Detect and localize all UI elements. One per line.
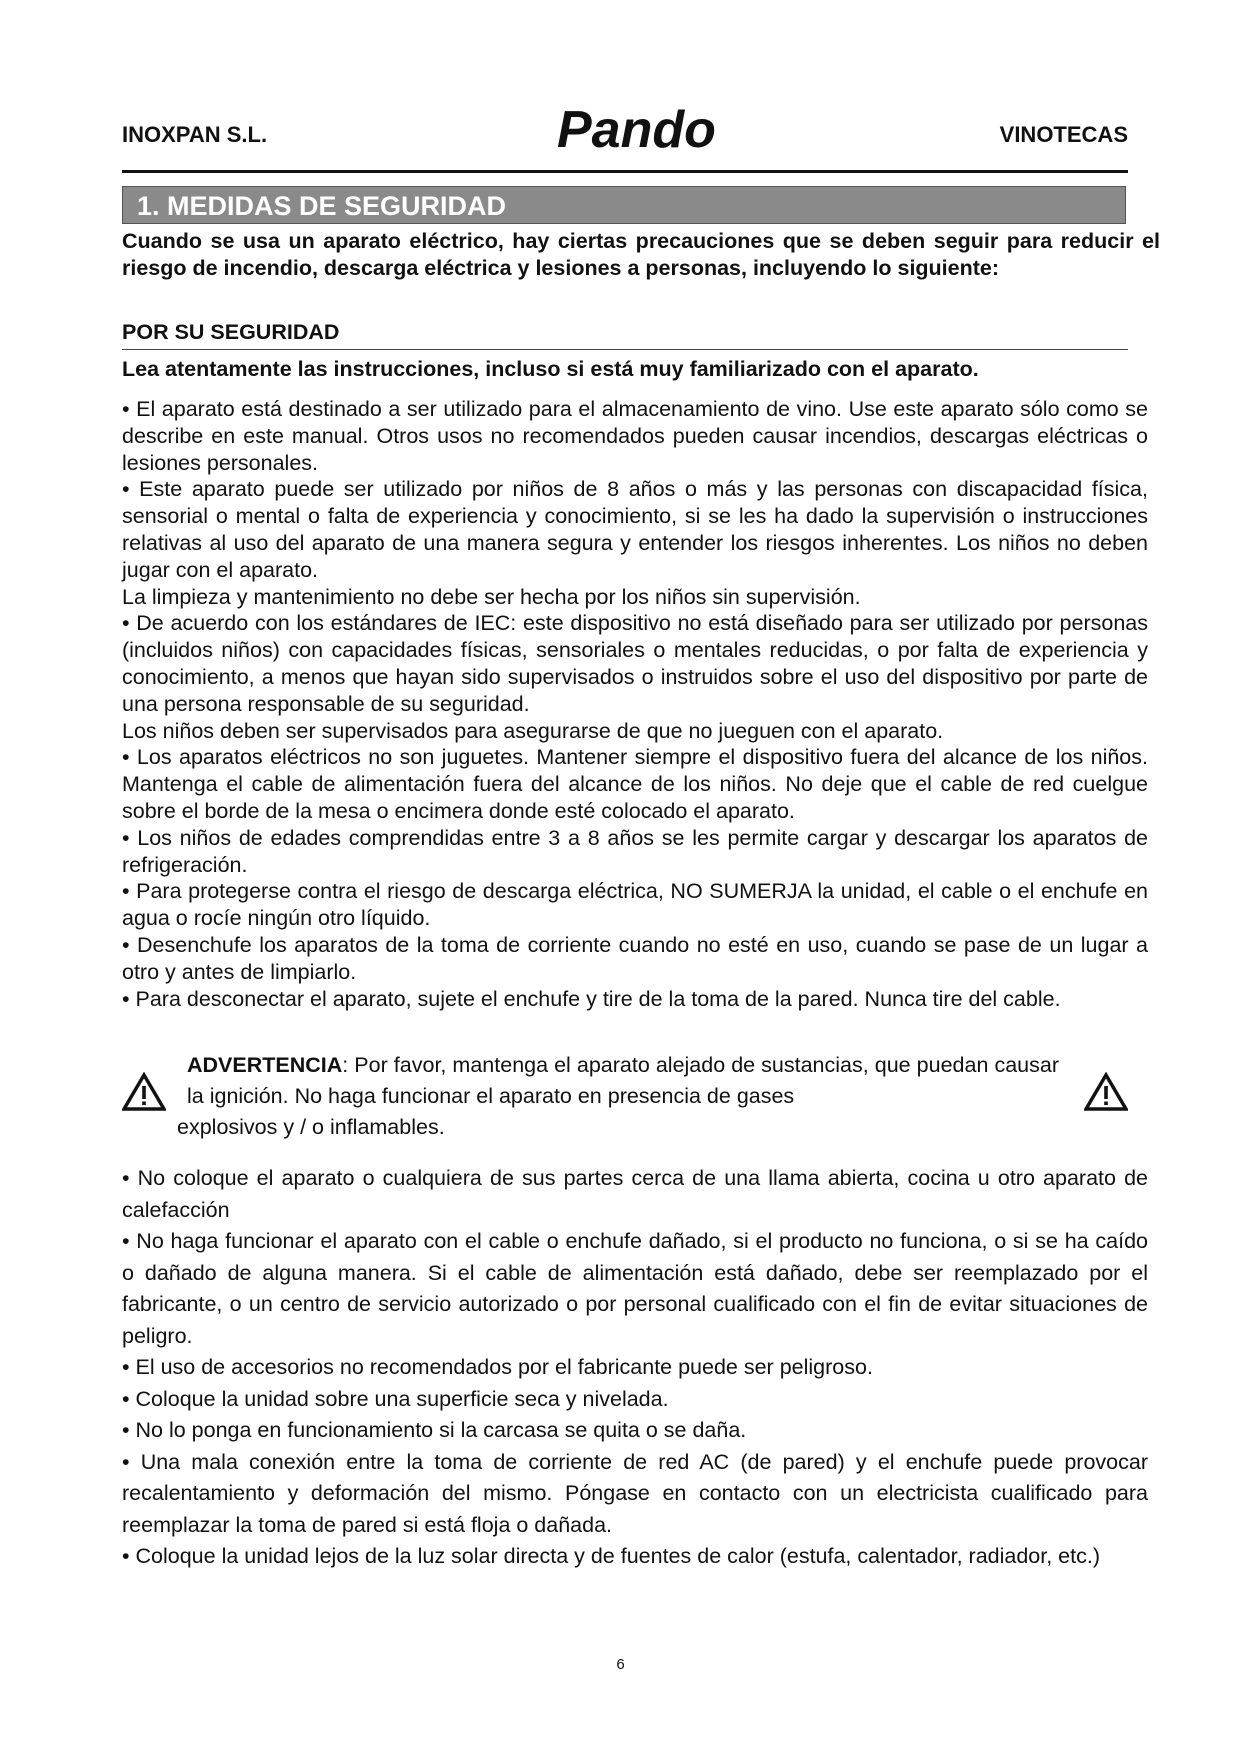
- warning-text: [177, 1050, 1059, 1143]
- company-name: INOXPAN S.L.: [122, 122, 268, 147]
- brand-logo: Pando: [557, 101, 716, 159]
- list-item: • Este aparato puede ser utilizado por niños de 8 años o más y las personas con discapacidad física, sensorial o mental o falta de experiencia y conocimiento, si se les ha dado la supervisión o instrucciones relativas al uso del aparato de una manera segura y entender los riesgos inherentes. Los niños no deben jugar con el aparato.: [122, 477, 1148, 582]
- subheading-divider: [122, 349, 1128, 350]
- section-tag: VINOTECAS: [999, 122, 1128, 147]
- intro-paragraph: Cuando se usa un aparato eléctrico, hay ciertas precauciones que se deben seguir para reducir el riesgo de incendio, descarga eléctrica y lesiones a personas, incluyendo lo siguiente:: [122, 229, 1160, 280]
- safety-list-2: [122, 1163, 1148, 1573]
- warning-body-last: explosivos y / o inflamables.: [177, 1115, 445, 1139]
- list-item: • Coloque la unidad lejos de la luz solar directa y de fuentes de calor (estufa, calentador, radiador, etc.): [122, 1544, 1100, 1568]
- section-title: 1. MEDIDAS DE SEGURIDAD: [122, 186, 1126, 224]
- list-item: • Una mala conexión entre la toma de corriente de red AC (de pared) y el enchufe puede provocar recalentamiento y deformación del mismo. Póngase en contacto con un electricista cualificado para reemplazar la toma de pared si está floja o dañada.: [122, 1449, 1148, 1537]
- list-item: • El uso de accesorios no recomendados por el fabricante puede ser peligroso.: [122, 1355, 873, 1379]
- list-item: • De acuerdo con los estándares de IEC: este dispositivo no está diseñado para ser utilizado por personas (incluidos niños) con capacidades físicas, sensoriales o mentales reducidas, o por falta de experiencia y conocimiento, a menos que hayan sido supervisados o instruidos sobre el uso del dispositivo por parte de una persona responsable de su seguridad.: [122, 611, 1148, 716]
- list-item: • No haga funcionar el aparato con el cable o enchufe dañado, si el producto no funciona, o si se ha caído o dañado de alguna manera. Si el cable de alimentación está dañado, debe ser reemplazado por el fabricante, o un centro de servicio autorizado o por personal cualificado con el fin de evitar situaciones de peligro.: [122, 1229, 1148, 1348]
- page-number: 6: [616, 1656, 625, 1673]
- list-item: • Para desconectar el aparato, sujete el enchufe y tire de la toma de la pared. Nunca tire del cable.: [122, 986, 1061, 1011]
- list-item: • No lo ponga en funcionamiento si la carcasa se quita o se daña.: [122, 1418, 747, 1442]
- warning-body: : Por favor, mantenga el aparato alejado de sustancias, que puedan causar la ignición. No haga funcionar el aparato en presencia de gases: [187, 1053, 1059, 1108]
- list-item: • Los aparatos eléctricos no son juguetes. Mantener siempre el dispositivo fuera del alcance de los niños. Mantenga el cable de alimentación fuera del alcance de los niños. No deje que el cable de red cuelgue sobre el borde de la mesa o encimera donde esté colocado el aparato.: [122, 745, 1148, 823]
- subheading: POR SU SEGURIDAD: [122, 320, 340, 344]
- page-header: [122, 100, 1128, 172]
- safety-list-1: [122, 396, 1148, 1012]
- warning-label: ADVERTENCIA: [187, 1053, 343, 1077]
- list-item: • Los niños de edades comprendidas entre 3 a 8 años se les permite cargar y descargar los aparatos de refrigeración.: [122, 825, 1148, 877]
- list-item: • Para protegerse contra el riesgo de descarga eléctrica, NO SUMERJA la unidad, el cable o el enchufe en agua o rocíe ningún otro líquido.: [122, 879, 1148, 931]
- warning-triangle-icon: [1084, 1072, 1128, 1112]
- lead-paragraph: Lea atentamente las instrucciones, incluso si está muy familiarizado con el aparato.: [122, 357, 979, 381]
- list-item: La limpieza y mantenimiento no debe ser hecha por los niños sin supervisión.: [122, 584, 861, 609]
- warning-triangle-icon: [122, 1072, 166, 1112]
- list-item: Los niños deben ser supervisados para asegurarse de que no jueguen con el aparato.: [122, 718, 944, 743]
- list-item: • El aparato está destinado a ser utilizado para el almacenamiento de vino. Use este aparato sólo como se describe en este manual. Otros usos no recomendados pueden causar incendios, descargas eléctricas o lesiones personales.: [122, 397, 1148, 475]
- header-divider: [122, 170, 1128, 173]
- list-item: • Coloque la unidad sobre una superficie seca y nivelada.: [122, 1386, 669, 1411]
- list-item: • Desenchufe los aparatos de la toma de corriente cuando no esté en uso, cuando se pase de un lugar a otro y antes de limpiarlo.: [122, 932, 1148, 984]
- warning-box: [122, 1050, 1128, 1150]
- list-item: • No coloque el aparato o cualquiera de sus partes cerca de una llama abierta, cocina u otro aparato de calefacción: [122, 1166, 1148, 1222]
